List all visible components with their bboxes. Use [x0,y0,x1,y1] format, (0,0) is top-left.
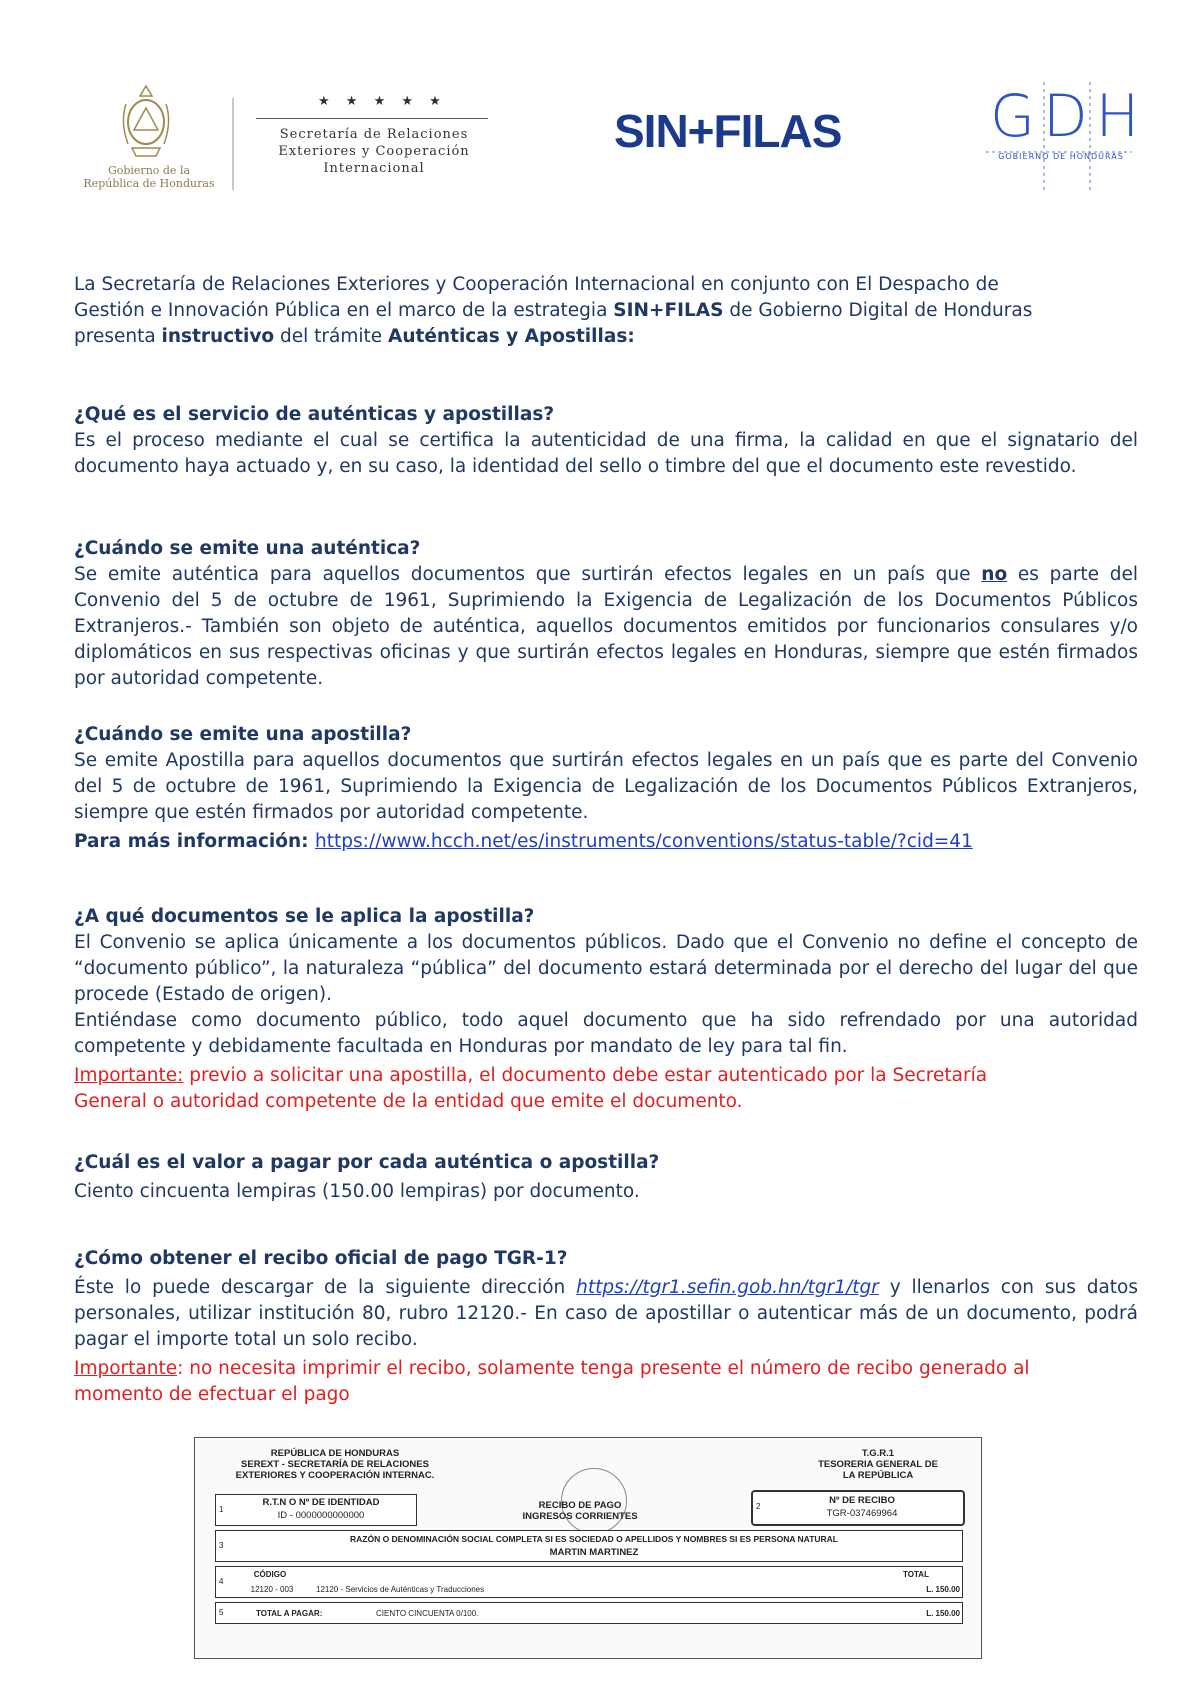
receipt-item-total: L. 150.00 [926,1585,960,1594]
receipt-total-words: CIENTO CINCUENTA 0/100. [376,1609,479,1618]
receipt-number-value: TGR-037469964 [826,1508,898,1519]
section-aplica [74,904,1138,1115]
receipt-right-title-1: T.G.R.1 [861,1448,895,1459]
receipt-razon-label: RAZÓN O DENOMINACIÓN SOCIAL COMPLETA SI ES SOCIEDAD O APELLIDOS Y NOMBRES SI ES PERSONA NATURAL [349,1534,838,1544]
receipt-id-label: R.T.N O Nº DE IDENTIDAD [262,1497,380,1508]
gov-text-line-1: Gobierno de la [107,164,191,177]
sre-logo-text [254,126,494,177]
receipt-id-value: ID - 0000000000000 [277,1510,365,1521]
sre-text-line-3: Internacional [323,161,425,176]
receipt-number-label: Nº DE RECIBO [829,1495,895,1506]
receipt-number-box [751,1490,965,1526]
answer-autentica-2: es parte del Convenio del 5 de octubre de 1961, Suprimiendo la Exigencia de Legalización de los Documentos Públicos Extranjeros.- También son objeto de auténtica, aquellos documentos emitidos por funcionarios consulares y/o diplomáticos en sus respectivas oficinas y que surtirán efectos legales en Honduras, siempre que estén firmados por autoridad competente. [74,564,1138,689]
receipt-row-number-3: 3 [219,1541,224,1550]
intro-text-1: La Secretaría de Relaciones Exteriores y Cooperación Internacional en conjunto con El Despacho de Gestión e Innovación Pública en el marco de la estrategia [74,274,999,321]
receipt-left-title-1: REPÚBLICA DE HONDURAS [270,1448,400,1459]
sre-text-line-1: Secretaría de Relaciones [279,127,469,142]
receipt-codigo-value: 12120 - 003 [250,1585,294,1594]
section-valor [74,1150,1138,1205]
question-apostilla: ¿Cuándo se emite una apostilla? [74,724,412,745]
receipt-desc-value: 12120 - Servicios de Auténticas y Traducciones [316,1585,485,1594]
importante-text-1: previo a solicitar una apostilla, el documento debe estar autenticado por la Secretaría General o autoridad competente de la entidad que emite el documento. [74,1065,988,1112]
gdh-logo: GDH [990,82,1148,150]
answer-aplica-1: El Convenio se aplica únicamente a los documentos públicos. Dado que el Convenio no define el concepto de “documento público”, la naturaleza “pública” del documento estará determinada por el derecho del lugar del que procede (Estado de origen). [74,932,1138,1005]
importante-label-2: Importante [74,1358,178,1379]
answer-autentica-no: no [981,564,1008,585]
receipt-right-title [783,1448,973,1481]
receipt-left-title [205,1448,465,1481]
honduras-coat-of-arms-icon [118,82,174,160]
question-valor: ¿Cuál es el valor a pagar por cada auténtica o apostilla? [74,1152,660,1173]
receipt-detail-box [215,1566,963,1598]
receipt-center-title-2: INGRESOS CORRIENTES [522,1511,638,1522]
receipt-row-number-4: 4 [219,1577,224,1586]
section-que-es [74,402,1138,480]
receipt-total-box [215,1602,963,1624]
header-divider [232,98,234,190]
receipt-right-title-3: LA REPÚBLICA [842,1470,914,1481]
receipt-id-box [215,1494,417,1526]
section-recibo [74,1246,1138,1408]
government-logo-text [68,164,230,190]
intro-bold-instructivo: instructivo [161,326,275,347]
answer-autentica-1: Se emite auténtica para aquellos documentos que surtirán efectos legales en un país que [74,564,982,585]
gov-text-line-2: República de Honduras [83,177,215,190]
gdh-subtitle: GOBIERNO DE HONDURAS [998,152,1124,161]
more-info-label: Para más información: [74,831,315,852]
receipt-total-pagar-label: TOTAL A PAGAR: [256,1609,323,1618]
receipt-razon-box [215,1530,963,1562]
receipt-row-number-1: 1 [219,1505,224,1514]
receipt-codigo-label: CÓDIGO [253,1570,287,1579]
intro-bold-tramite: Auténticas y Apostillas: [388,326,635,347]
receipt-row-number-5: 5 [219,1608,224,1617]
importante-text-2: : no necesita imprimir el recibo, solamente tenga presente el número de recibo generado al momento de efectuar el pago [74,1358,1030,1405]
hcch-link[interactable]: https://www.hcch.net/es/instruments/conventions/status-table/?cid=41 [315,831,973,852]
answer-recibo-1: Éste lo puede descargar de la siguiente dirección [74,1277,577,1298]
answer-valor: Ciento cincuenta lempiras (150.00 lempiras) por documento. [74,1181,640,1202]
intro-paragraph [74,272,1074,350]
intro-bold-sinfilas: SIN+FILAS [613,300,724,321]
stars-decoration: ★ ★ ★ ★ ★ [318,94,447,109]
receipt-center-title [495,1500,665,1522]
receipt-razon-value: MARTIN MARTINEZ [549,1547,639,1558]
section-apostilla [74,722,1138,855]
intro-text-3: del trámite [274,326,389,347]
tgr1-receipt-sample [194,1437,982,1659]
question-aplica: ¿A qué documentos se le aplica la apostilla? [74,906,535,927]
answer-que-es: Es el proceso mediante el cual se certifica la autenticidad de una firma, la calidad en que el signatario del documento haya actuado y, en su caso, la identidad del sello o timbre del que el documento este revestido. [74,430,1138,477]
receipt-left-title-2: SEREXT - SECRETARÍA DE RELACIONES [241,1459,429,1470]
answer-recibo-2: y llenarlos con sus datos personales, utilizar institución 80, rubro 12120.- En caso de apostillar o autenticar más de un documento, podrá pagar el importe total un solo recibo. [74,1277,1138,1350]
answer-apostilla: Se emite Apostilla para aquellos documentos que surtirán efectos legales en un país que es parte del Convenio del 5 de octubre de 1961, Suprimiendo la Exigencia de Legalización de los Documentos Públicos Extranjeros, siempre que estén firmados por autoridad competente. [74,750,1138,823]
receipt-center-title-1: RECIBO DE PAGO [538,1500,622,1511]
receipt-left-title-3: EXTERIORES Y COOPERACIÓN INTERNAC. [235,1470,435,1481]
sre-text-line-2: Exteriores y Cooperación [278,144,470,159]
receipt-total-value: L. 150.00 [926,1609,960,1618]
intro-text-2: de Gobierno Digital de Honduras presenta [74,300,1033,347]
receipt-total-label: TOTAL [903,1570,929,1579]
stars-underline [256,118,488,119]
question-que-es: ¿Qué es el servicio de auténticas y apostillas? [74,404,555,425]
question-recibo: ¿Cómo obtener el recibo oficial de pago TGR-1? [74,1248,568,1269]
answer-aplica-2: Entiéndase como documento público, todo aquel documento que ha sido refrendado por una autoridad competente y debidamente facultada en Honduras por mandato de ley para tal fin. [74,1010,1138,1057]
sinfilas-logo: SIN+FILAS [614,105,842,157]
tgr1-link[interactable]: https://tgr1.sefin.gob.hn/tgr1/tgr [576,1277,879,1298]
receipt-right-title-2: TESORERIA GENERAL DE [818,1459,938,1470]
question-autentica: ¿Cuándo se emite una auténtica? [74,538,421,559]
receipt-row-number-2: 2 [756,1502,761,1511]
section-autentica [74,536,1138,692]
importante-label-1: Importante: [74,1065,184,1086]
